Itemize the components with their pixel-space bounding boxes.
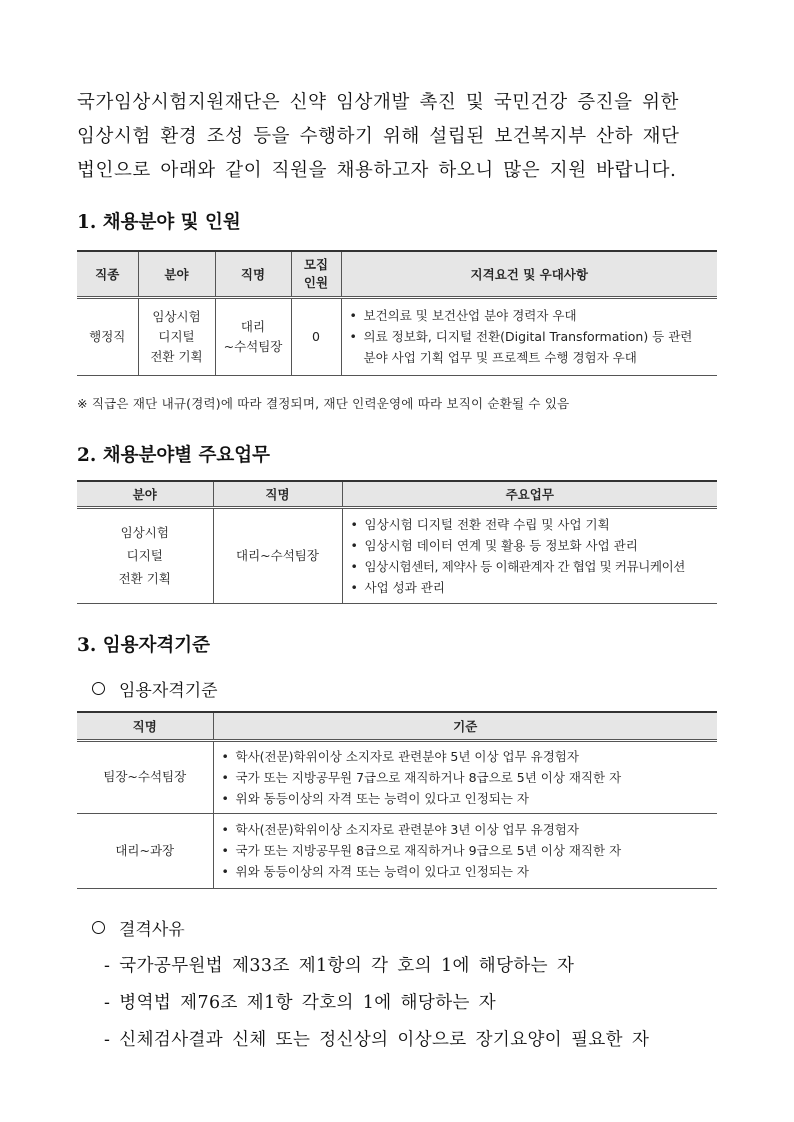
- header-position: 직명: [213, 481, 342, 507]
- cell-duties: [342, 507, 717, 603]
- cell-field: 임상시험 디지털 전환 기획: [77, 507, 213, 603]
- requirement-item: • 보건의료 및 보건산업 분야 경력자 우대: [342, 305, 718, 326]
- header-count: 모집 인원: [291, 251, 341, 297]
- table-header-row: [77, 251, 717, 297]
- table-row: [77, 813, 717, 888]
- intro-line: 국가임상시험지원재단은 신약 임상개발 촉진 및 국민건강 증진을 위한: [77, 92, 680, 113]
- criteria-item: • 위와 동등이상의 자격 또는 능력이 있다고 인정되는 자: [214, 861, 718, 882]
- header-field: 분야: [138, 251, 215, 297]
- header-criteria: 기준: [213, 712, 717, 740]
- intro-paragraph: [77, 86, 717, 188]
- cell-type: 행정직: [77, 297, 138, 375]
- requirement-item-continued: 분야 사업 기획 업무 및 프로젝트 수행 경험자 우대: [363, 350, 637, 365]
- header-field: 분야: [77, 481, 213, 507]
- cell-position: 대리~과장: [77, 813, 213, 888]
- intro-line: 임상시험 환경 조성 등을 수행하기 위해 설립된 보건복지부 산하 재단: [77, 126, 680, 147]
- qualification-table: [77, 711, 717, 889]
- cell-count: 0: [291, 297, 341, 375]
- criteria-item: • 학사(전문)학위이상 소지자로 관련분야 3년 이상 업무 유경험자: [214, 819, 718, 840]
- section-1-title: 1. 채용분야 및 인원: [77, 212, 241, 233]
- duty-item: • 임상시험 데이터 연계 및 활용 등 정보화 사업 관리: [343, 535, 718, 556]
- header-duties: 주요업무: [342, 481, 717, 507]
- grade-note: ※ 직급은 재단 내규(경력)에 따라 결정되며, 재단 인력운영에 따라 보직이 순환될 수 있음: [77, 396, 570, 411]
- criteria-item: • 위와 동등이상의 자격 또는 능력이 있다고 인정되는 자: [214, 788, 718, 809]
- circle-bullet-icon: [92, 682, 105, 695]
- cell-position: 대리 ~수석팀장: [215, 297, 291, 375]
- header-position: 직명: [215, 251, 291, 297]
- intro-line: 법인으로 아래와 같이 직원을 채용하고자 하오니 많은 지원 바랍니다.: [77, 160, 677, 181]
- disqualification-item: - 신체검사결과 신체 또는 정신상의 이상으로 장기요양이 필요한 자: [104, 1030, 650, 1050]
- requirement-item: • 의료 정보화, 디지털 전환(Digital Transformation) 등 관련: [342, 326, 718, 347]
- cell-requirements: [341, 297, 717, 375]
- cell-criteria: [213, 740, 717, 813]
- duty-item: • 사업 성과 관리: [343, 577, 718, 598]
- table-row: [77, 507, 717, 603]
- sub-heading-disqualification: [92, 915, 185, 940]
- cell-position: 대리~수석팀장: [213, 507, 342, 603]
- duties-table: [77, 480, 717, 604]
- duty-item: • 임상시험센터, 제약사 등 이해관계자 간 협업 및 커뮤니케이션: [343, 556, 718, 577]
- sub-heading-text: 결격사유: [119, 920, 185, 940]
- disqualification-item: - 병역법 제76조 제1항 각호의 1에 해당하는 자: [104, 993, 497, 1013]
- sub-heading-text: 임용자격기준: [119, 681, 218, 701]
- cell-criteria: [213, 813, 717, 888]
- table-row: [77, 297, 717, 375]
- section-2-title: 2. 채용분야별 주요업무: [77, 445, 271, 466]
- header-type: 직종: [77, 251, 138, 297]
- cell-position: 팀장~수석팀장: [77, 740, 213, 813]
- sub-heading-qualification: [92, 676, 218, 701]
- header-position: 직명: [77, 712, 213, 740]
- criteria-item: • 학사(전문)학위이상 소지자로 관련분야 5년 이상 업무 유경험자: [214, 746, 718, 767]
- section-3-title: 3. 임용자격기준: [77, 635, 210, 656]
- cell-field: 임상시험 디지털 전환 기획: [138, 297, 215, 375]
- disqualification-item: - 국가공무원법 제33조 제1항의 각 호의 1에 해당하는 자: [104, 956, 575, 976]
- table-row: [77, 740, 717, 813]
- table-header-row: [77, 481, 717, 507]
- criteria-item: • 국가 또는 지방공무원 8급으로 재직하거나 9급으로 5년 이상 재직한 자: [214, 840, 718, 861]
- header-requirements: 지격요건 및 우대사항: [341, 251, 717, 297]
- duty-item: • 임상시험 디지털 전환 전략 수립 및 사업 기획: [343, 514, 718, 535]
- criteria-item: • 국가 또는 지방공무원 7급으로 재직하거나 8급으로 5년 이상 재직한 자: [214, 767, 718, 788]
- table-header-row: [77, 712, 717, 740]
- circle-bullet-icon: [92, 921, 105, 934]
- recruitment-table: [77, 250, 717, 376]
